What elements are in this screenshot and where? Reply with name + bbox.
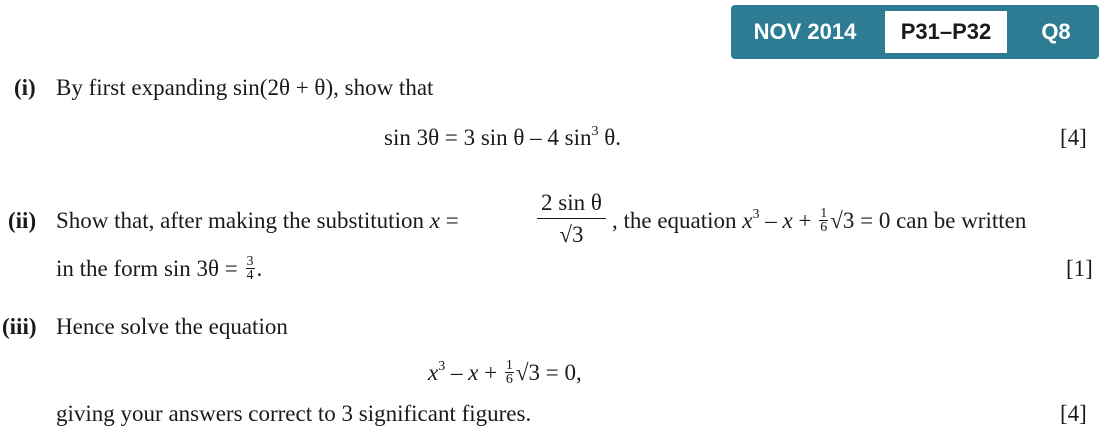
part-iii-eq-plus: + [478, 360, 503, 385]
part-ii-eq-plus: + [792, 208, 818, 233]
part-iii-eq-rest: √3 = 0, [515, 360, 582, 385]
part-ii-text-b [612, 206, 1027, 236]
part-ii-eq-minus: – [759, 208, 783, 233]
part-i-eq-exponent: 3 [591, 124, 599, 139]
part-ii-marks: [1] [1066, 256, 1093, 281]
part-iii-eq-frac-den: 6 [505, 372, 513, 388]
substitution-fraction-denominator: √3 [559, 222, 584, 247]
part-ii-var-x: x [429, 208, 440, 233]
session-label: NOV 2014 [753, 19, 857, 44]
part-iii-marks: [4] [1060, 401, 1087, 426]
part-i-label: (i) [14, 75, 36, 100]
part-ii-text-lead: Show that, after making the substitution [56, 208, 424, 233]
part-ii-label: (ii) [8, 208, 37, 233]
part-ii-line2-frac-den: 4 [246, 268, 254, 284]
part-iii-label: (iii) [2, 314, 37, 339]
part-iii-eq-x: x [428, 360, 439, 385]
part-iii-equation [428, 358, 582, 388]
question-reference-badge [731, 5, 1099, 59]
part-ii-line2-text: in the form sin 3θ = [56, 256, 238, 281]
part-iii-eq-sixth-fraction [505, 359, 514, 386]
part-ii-eq-x2: x [782, 208, 793, 233]
part-ii-text-equation-intro: , the equation [612, 208, 737, 233]
question-number-label: Q8 [1041, 19, 1071, 44]
paper-codes-label: P31–P32 [885, 11, 1007, 53]
part-iii-eq-exponent: 3 [438, 359, 446, 374]
part-iii-eq-minus: – [445, 360, 469, 385]
part-i-eq-lhs: sin 3θ = 3 sin θ – 4 sin [384, 125, 592, 150]
part-iii-eq-x2: x [468, 360, 479, 385]
substitution-fraction-numerator: 2 sin θ [537, 191, 606, 219]
part-ii-eq-sixth-fraction [819, 207, 828, 234]
part-i-text: By first expanding sin(2θ + θ), show that [56, 75, 434, 100]
part-ii-eq-rest: √3 = 0 can be written [830, 208, 1027, 233]
substitution-fraction [537, 191, 606, 246]
part-ii-line2-end: . [256, 256, 263, 281]
part-iii-final-text: giving your answers correct to 3 significant figures. [56, 401, 532, 426]
part-i-equation [384, 126, 621, 149]
part-ii-line2-frac-num: 3 [246, 254, 254, 270]
part-ii-eq-frac-den: 6 [820, 220, 828, 236]
part-ii-eq-x: x [742, 208, 753, 233]
part-i-marks: [4] [1060, 125, 1087, 150]
part-ii-text-a [56, 209, 459, 232]
part-ii-three-quarters-fraction [246, 255, 255, 282]
part-iii-eq-frac-num: 1 [505, 358, 513, 374]
part-ii-equals: = [445, 208, 459, 233]
part-ii-eq-exponent: 3 [752, 207, 760, 222]
part-i-eq-end: θ. [604, 125, 622, 150]
part-ii-eq-frac-num: 1 [820, 206, 828, 222]
part-ii-line2 [56, 254, 263, 284]
part-iii-text: Hence solve the equation [56, 314, 288, 339]
